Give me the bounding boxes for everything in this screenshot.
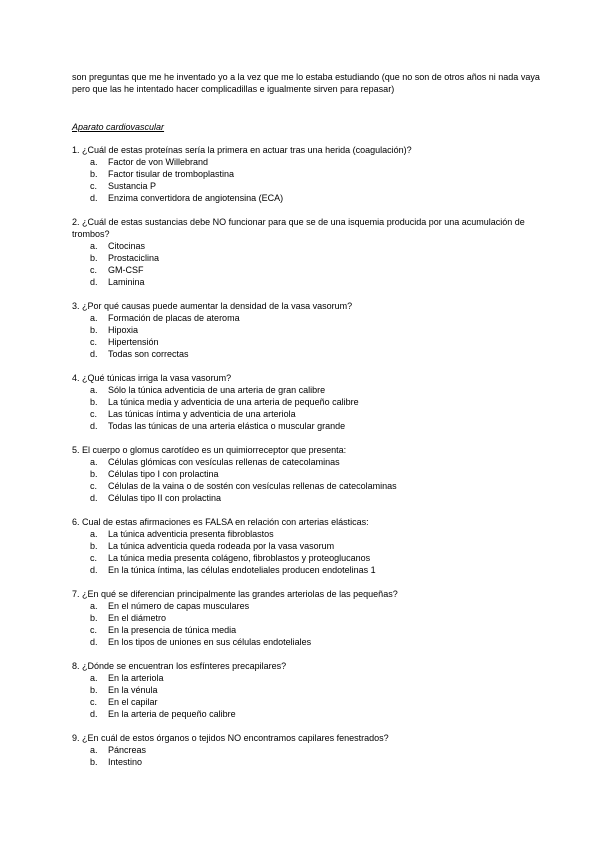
option-text: Sustancia P: [108, 181, 157, 191]
option-letter: c.: [90, 553, 98, 563]
option-text: Células tipo II con prolactina: [108, 493, 222, 503]
option-text: Todas las túnicas de una arteria elástica o muscular grande: [108, 421, 346, 431]
option-letter: b.: [90, 253, 98, 263]
option-letter: a.: [90, 673, 98, 683]
option-item: [72, 528, 542, 540]
option-item: [72, 540, 542, 552]
option-item: [72, 348, 542, 360]
question-list: [72, 144, 542, 780]
option-item: [72, 492, 542, 504]
option-letter: d.: [90, 277, 98, 287]
option-text: Factor de von Willebrand: [108, 157, 209, 167]
intro-paragraph: son preguntas que me he inventado yo a la vez que me lo estaba estudiando (que no son de otros años ni nada vaya pero que las he intentado hacer complicadillas e igualmente sirven para repasar): [72, 72, 540, 94]
option-item: [72, 612, 542, 624]
option-text: Páncreas: [108, 745, 147, 755]
option-letter: b.: [90, 613, 98, 623]
option-text: La túnica adventicia queda rodeada por la vasa vasorum: [108, 541, 335, 551]
option-letter: d.: [90, 709, 98, 719]
option-text: En la arteria de pequeño calibre: [108, 709, 236, 719]
question-text: 9. ¿En cuál de estos órganos o tejidos NO encontramos capilares fenestrados?: [72, 733, 389, 743]
option-list: [72, 312, 542, 360]
option-text: Las túnicas íntima y adventicia de una arteriola: [108, 409, 296, 419]
question-text: 8. ¿Dónde se encuentran los esfínteres precapilares?: [72, 661, 287, 671]
option-item: [72, 192, 542, 204]
option-letter: a.: [90, 457, 98, 467]
option-list: [72, 600, 542, 648]
question-text: 2. ¿Cuál de estas sustancias debe NO funcionar para que se de una isquemia producida por una acumulación de trombos?: [72, 217, 525, 239]
option-item: [72, 564, 542, 576]
option-letter: b.: [90, 169, 98, 179]
question-7: [72, 588, 542, 648]
question-text: 3. ¿Por qué causas puede aumentar la densidad de la vasa vasorum?: [72, 301, 353, 311]
question-text: 4. ¿Qué túnicas irriga la vasa vasorum?: [72, 373, 232, 383]
question-8: [72, 660, 542, 720]
option-letter: a.: [90, 241, 98, 251]
option-letter: c.: [90, 181, 98, 191]
option-letter: a.: [90, 529, 98, 539]
option-text: Todas son correctas: [108, 349, 189, 359]
option-text: Intestino: [108, 757, 143, 767]
question-text: 1. ¿Cuál de estas proteínas sería la primera en actuar tras una herida (coagulación)?: [72, 145, 412, 155]
option-item: [72, 264, 542, 276]
option-text: Células glómicas con vesículas rellenas de catecolaminas: [108, 457, 340, 467]
question-6: [72, 516, 542, 576]
option-letter: d.: [90, 349, 98, 359]
option-item: [72, 396, 542, 408]
option-text: En los tipos de uniones en sus células endoteliales: [108, 637, 312, 647]
question-text: 5. El cuerpo o glomus carotídeo es un quimiorreceptor que presenta:: [72, 445, 347, 455]
option-letter: b.: [90, 469, 98, 479]
question-5: [72, 444, 542, 504]
option-letter: c.: [90, 481, 98, 491]
option-text: En la vénula: [108, 685, 158, 695]
option-list: [72, 456, 542, 504]
option-text: En la presencia de túnica media: [108, 625, 237, 635]
option-text: Hipoxia: [108, 325, 139, 335]
option-item: [72, 552, 542, 564]
option-letter: d.: [90, 193, 98, 203]
option-item: [72, 384, 542, 396]
option-item: [72, 468, 542, 480]
option-item: [72, 624, 542, 636]
option-letter: c.: [90, 697, 98, 707]
option-letter: b.: [90, 757, 98, 767]
option-text: Laminina: [108, 277, 145, 287]
option-text: En la arteriola: [108, 673, 164, 683]
question-2: [72, 216, 542, 288]
option-text: En el diámetro: [108, 613, 167, 623]
option-text: Prostaciclina: [108, 253, 160, 263]
option-item: [72, 480, 542, 492]
option-letter: d.: [90, 637, 98, 647]
option-letter: a.: [90, 745, 98, 755]
option-list: [72, 240, 542, 288]
option-letter: b.: [90, 541, 98, 551]
option-letter: c.: [90, 265, 98, 275]
option-item: [72, 708, 542, 720]
option-list: [72, 672, 542, 720]
option-item: [72, 168, 542, 180]
option-letter: a.: [90, 601, 98, 611]
option-text: La túnica media y adventicia de una arteria de pequeño calibre: [108, 397, 359, 407]
option-text: Células tipo I con prolactina: [108, 469, 219, 479]
option-letter: a.: [90, 385, 98, 395]
option-item: [72, 744, 542, 756]
option-item: [72, 756, 542, 768]
option-letter: b.: [90, 685, 98, 695]
question-1: [72, 144, 542, 204]
option-letter: c.: [90, 625, 98, 635]
option-list: [72, 384, 542, 432]
option-text: Formación de placas de ateroma: [108, 313, 240, 323]
option-item: [72, 252, 542, 264]
option-list: [72, 528, 542, 576]
option-item: [72, 408, 542, 420]
option-item: [72, 276, 542, 288]
option-item: [72, 636, 542, 648]
question-3: [72, 300, 542, 360]
section-title: Aparato cardiovascular: [72, 122, 165, 132]
option-item: [72, 156, 542, 168]
question-text: 7. ¿En qué se diferencian principalmente las grandes arteriolas de las pequeñas?: [72, 589, 398, 599]
option-text: Citocinas: [108, 241, 146, 251]
option-list: [72, 156, 542, 204]
option-letter: a.: [90, 157, 98, 167]
option-text: Hipertensión: [108, 337, 159, 347]
question-text: 6. Cual de estas afirmaciones es FALSA en relación con arterias elásticas:: [72, 517, 369, 527]
option-item: [72, 336, 542, 348]
option-text: Sólo la túnica adventicia de una arteria de gran calibre: [108, 385, 326, 395]
option-text: Enzima convertidora de angiotensina (ECA): [108, 193, 284, 203]
option-item: [72, 672, 542, 684]
option-item: [72, 600, 542, 612]
option-letter: c.: [90, 409, 98, 419]
option-item: [72, 240, 542, 252]
option-letter: b.: [90, 325, 98, 335]
option-item: [72, 312, 542, 324]
option-text: En la túnica íntima, las células endoteliales producen endotelinas 1: [108, 565, 376, 575]
option-item: [72, 456, 542, 468]
option-letter: c.: [90, 337, 98, 347]
option-list: [72, 744, 542, 768]
option-item: [72, 684, 542, 696]
option-item: [72, 696, 542, 708]
option-letter: a.: [90, 313, 98, 323]
option-item: [72, 324, 542, 336]
option-text: Factor tisular de tromboplastina: [108, 169, 235, 179]
option-text: En el capilar: [108, 697, 158, 707]
option-item: [72, 420, 542, 432]
question-4: [72, 372, 542, 432]
option-text: La túnica media presenta colágeno, fibroblastos y proteoglucanos: [108, 553, 371, 563]
option-letter: d.: [90, 565, 98, 575]
option-text: GM-CSF: [108, 265, 144, 275]
option-text: Células de la vaina o de sostén con vesículas rellenas de catecolaminas: [108, 481, 397, 491]
option-letter: d.: [90, 421, 98, 431]
option-text: En el número de capas musculares: [108, 601, 250, 611]
option-letter: b.: [90, 397, 98, 407]
option-letter: d.: [90, 493, 98, 503]
question-9: [72, 732, 542, 768]
option-item: [72, 180, 542, 192]
option-text: La túnica adventicia presenta fibroblastos: [108, 529, 274, 539]
